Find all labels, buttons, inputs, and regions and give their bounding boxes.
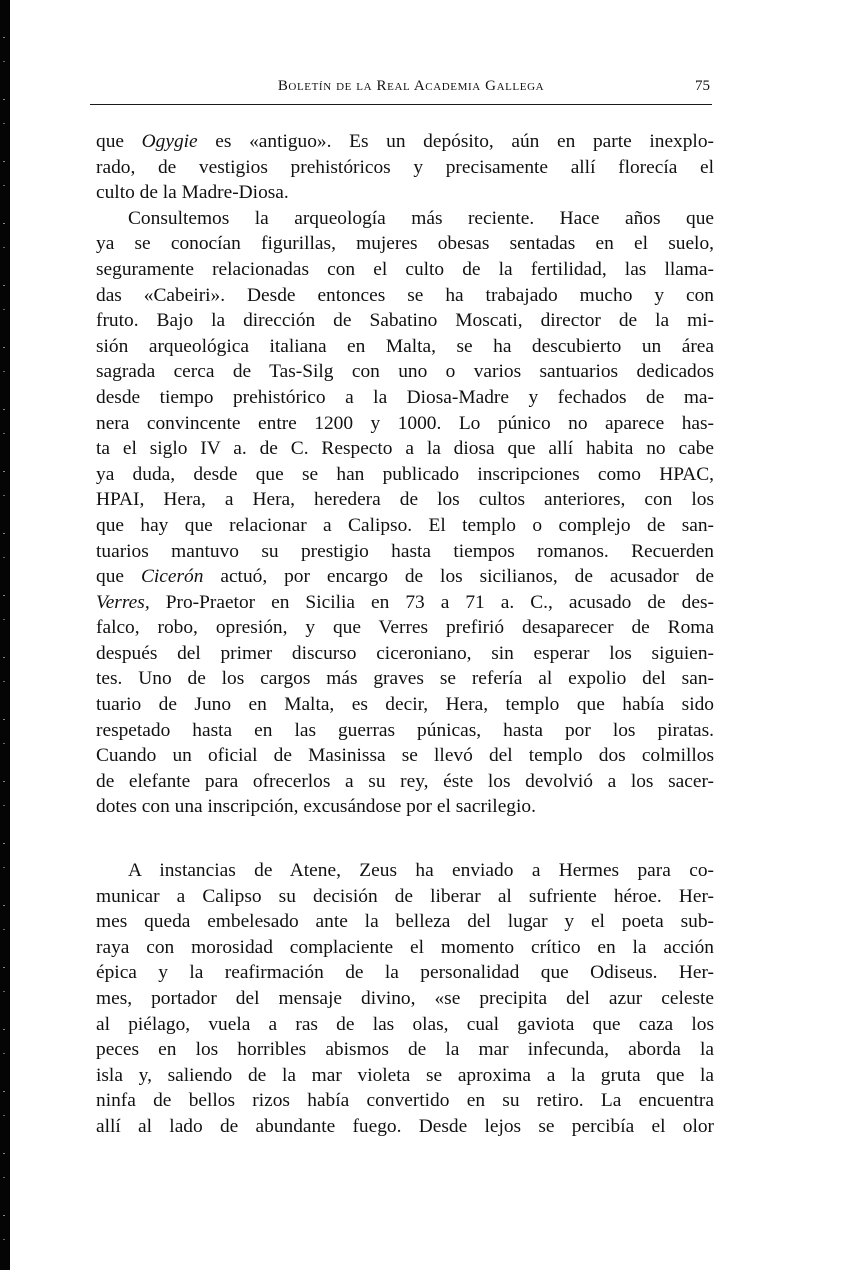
text-line [96,769,714,795]
text-line [96,206,714,232]
text-line [96,794,714,820]
text-run: mes, portador del mensaje divino, «se precipita del azur celeste [96,988,714,1009]
text-line [96,1088,714,1114]
text-run: mes queda embelesado ante la belleza del lugar y el poeta sub- [96,911,714,933]
text-line [96,909,714,935]
text-line [96,935,714,961]
text-line [96,231,714,257]
text-run: nera convincente entre 1200 y 1000. Lo púnico no aparece has- [96,412,714,434]
text-run: fruto. Bajo la dirección de Sabatino Moscati, director de la mi- [96,310,714,332]
text-line [96,359,714,385]
text-line [96,308,714,334]
text-line [96,590,714,616]
text-line [96,615,714,641]
text-run: sión arqueológica italiana en Malta, se ha descubierto un área [96,335,714,357]
text-run: Cuando un oficial de Masinissa se llevó del templo dos colmillos [96,745,714,767]
text-line [96,884,714,910]
text-run: sagrada cerca de Tas-Silg con uno o varios santuarios dedicados [96,361,714,383]
paragraph-gap [96,820,714,858]
text-run: ninfa de bellos rizos había convertido en su retiro. La encuentra [96,1090,714,1112]
text-run: que [96,566,141,588]
text-line [96,692,714,718]
text-run: después del primer discurso ciceroniano, sin esperar los siguien- [96,642,714,664]
text-run: rado, de vestigios prehistóricos y precisamente allí florecía el [96,156,714,178]
text-run: Pro-Praetor en Sicilia en 73 a 71 a. C., acusado de des- [149,591,714,613]
text-run: que hay que relacionar a Calipso. El templo o complejo de san- [96,514,714,536]
text-run: épica y la reafirmación de la personalidad que Odiseus. Her- [96,962,714,984]
text-run: tes. Uno de los cargos más graves se refería al expolio del san- [96,668,714,690]
text-run: es «antiguo». Es un depósito, aún en parte inexplo- [197,131,714,152]
text-run: municar a Calipso su decisión de liberar al sufriente héroe. Her- [96,885,714,907]
text-run: tuario de Juno en Malta, es decir, Hera, templo que había sido [96,694,714,716]
text-run: falco, robo, opresión, y que Verres prefirió desaparecer de Roma [96,617,714,639]
text-run: de elefante para ofrecerlos a su rey, éste los devolvió a los sacer- [96,770,714,792]
text-run: al piélago, vuela a ras de las olas, cual gaviota que caza los [96,1013,714,1035]
text-line [96,155,714,181]
text-line [96,743,714,769]
body-text [96,129,714,1140]
text-run: Consultemos la arqueología más reciente. Hace años que [128,207,714,229]
paragraph [96,206,714,820]
text-line [96,986,714,1012]
text-run: respetado hasta en las guerras púnicas, hasta por los piratas. [96,719,714,741]
text-run: isla y, saliendo de la mar violeta se aproxima a la gruta que la [96,1064,714,1086]
running-head [90,76,712,105]
text-line [96,1114,714,1140]
paragraph [96,129,714,206]
text-line [96,513,714,539]
text-line [96,641,714,667]
running-title: Boletín de la Real Academia Gallega [277,78,545,94]
text-run: actuó, por encargo de los sicilianos, de acusador de [203,566,714,588]
text-line [96,436,714,462]
text-line [96,1012,714,1038]
italic-term: Verres, [96,591,150,613]
text-line [96,858,714,884]
page-number: 75 [695,78,710,94]
text-line [96,1037,714,1063]
text-run: allí al lado de abundante fuego. Desde lejos se percibía el olor [96,1115,714,1137]
text-run: A instancias de Atene, Zeus ha enviado a Hermes para co- [128,860,714,882]
text-run: das «Cabeiri». Desde entonces se ha trabajado mucho y con [96,284,714,306]
text-run: desde tiempo prehistórico a la Diosa-Madre y fechados de ma- [96,386,714,408]
text-run: HPAI, Hera, a Hera, heredera de los cultos anteriores, con los [96,489,714,511]
text-line [96,462,714,488]
text-run: peces en los horribles abismos de la mar infecunda, aborda la [96,1039,714,1061]
text-run: tuarios mantuvo su prestigio hasta tiempos romanos. Recuerden [96,540,714,562]
text-line [96,718,714,744]
paragraph [96,858,714,1140]
text-line [96,411,714,437]
text-line [96,960,714,986]
text-line [96,334,714,360]
text-line [96,283,714,309]
text-line [96,564,714,590]
text-line [96,180,714,206]
text-line [96,129,714,155]
text-line [96,487,714,513]
text-line [96,257,714,283]
italic-term: Ogygie [141,131,198,152]
text-run: que [96,131,142,152]
text-run: dotes con una inscripción, excusándose por el sacrilegio. [96,796,536,818]
text-run: seguramente relacionadas con el culto de la fertilidad, las llama- [96,258,714,280]
italic-term: Cicerón [140,566,204,588]
text-run: ya duda, desde que se han publicado inscripciones como HPAC, [96,463,714,485]
text-line [96,385,714,411]
text-line [96,1063,714,1089]
text-run: raya con morosidad complaciente el momento crítico en la acción [96,936,714,958]
scan-border [0,0,10,1270]
text-line [96,666,714,692]
text-run: culto de la Madre-Diosa. [96,182,289,204]
text-line [96,539,714,565]
text-run: ya se conocían figurillas, mujeres obesas sentadas en el suelo, [96,233,714,255]
text-run: ta el siglo IV a. de C. Respecto a la diosa que allí habita no cabe [96,438,714,460]
